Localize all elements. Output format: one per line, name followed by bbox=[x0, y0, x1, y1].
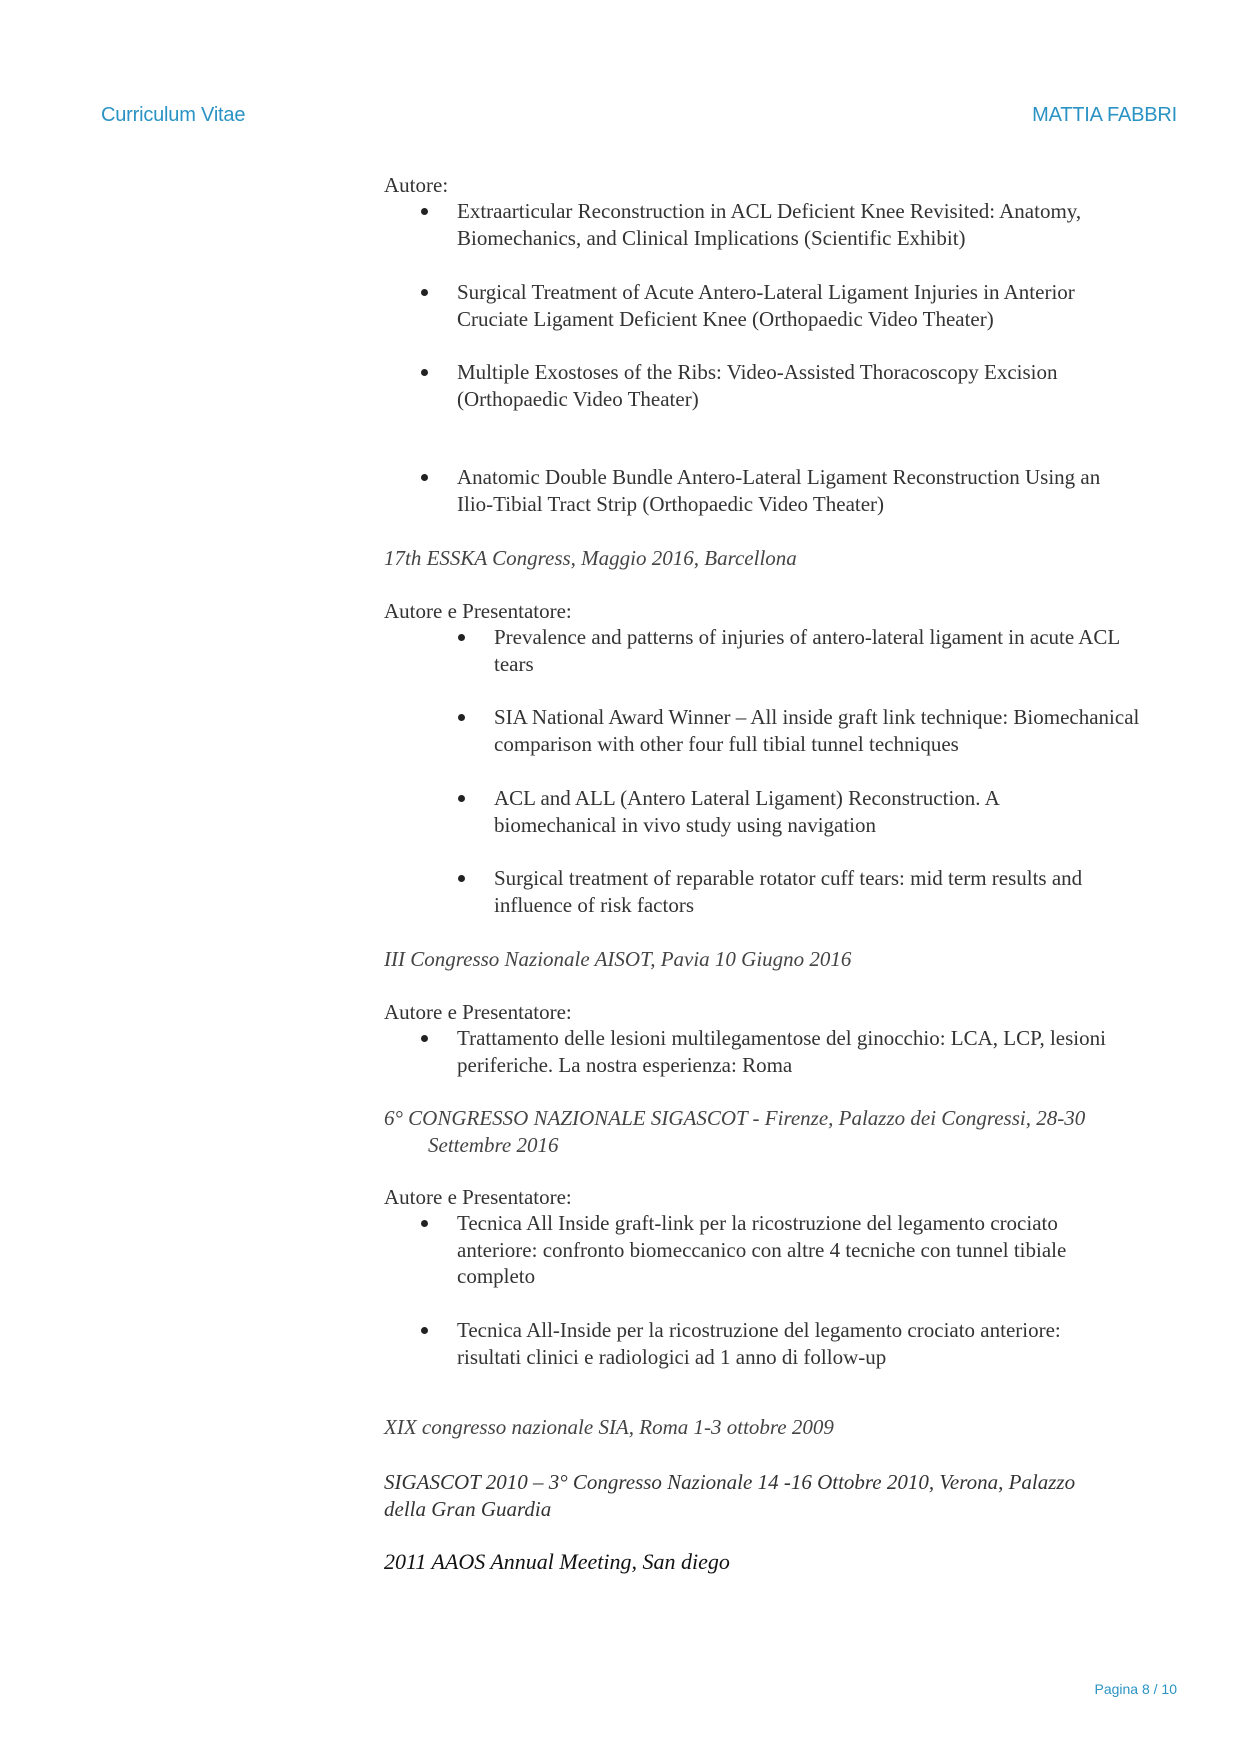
role-label: Autore e Presentatore: bbox=[384, 1185, 572, 1209]
bullet-icon bbox=[421, 1327, 428, 1334]
bullet-icon bbox=[458, 795, 465, 802]
event-label: 2011 AAOS Annual Meeting, San diego bbox=[384, 1549, 730, 1574]
bullet-icon bbox=[421, 208, 428, 215]
header-title: Curriculum Vitae bbox=[101, 104, 246, 126]
bullet-icon bbox=[421, 369, 428, 376]
list-item: Surgical treatment of reparable rotator cuff tears: mid term results and influence of risk factors bbox=[494, 866, 1083, 917]
event-label: 17th ESSKA Congress, Maggio 2016, Barcellona bbox=[384, 546, 797, 570]
event-label: III Congresso Nazionale AISOT, Pavia 10 Giugno 2016 bbox=[384, 947, 852, 971]
list-item: Extraarticular Reconstruction in ACL Deficient Knee Revisited: Anatomy, Biomechanics, and Clinical Implications (Scientific Exhibit) bbox=[457, 199, 1082, 250]
bullet-icon bbox=[421, 289, 428, 296]
bullet-icon bbox=[421, 1220, 428, 1227]
role-label: Autore: bbox=[384, 173, 449, 197]
bullet-icon bbox=[421, 1035, 428, 1042]
list-item: Surgical Treatment of Acute Antero-Lateral Ligament Injuries in Anterior Cruciate Ligament Deficient Knee (Orthopaedic Video Theater) bbox=[457, 280, 1075, 331]
bullet-icon bbox=[458, 634, 465, 641]
list-item: Multiple Exostoses of the Ribs: Video-Assisted Thoracoscopy Excision (Orthopaedic Video Theater) bbox=[457, 360, 1058, 411]
list-item: Prevalence and patterns of injuries of antero-lateral ligament in acute ACL tears bbox=[494, 625, 1120, 676]
bullet-icon bbox=[458, 714, 465, 721]
list-item: Trattamento delle lesioni multilegamentose del ginocchio: LCA, LCP, lesioni periferiche. La nostra esperienza: Roma bbox=[457, 1026, 1106, 1077]
header-name: MATTIA FABBRI bbox=[1032, 104, 1177, 126]
event-label: 6° CONGRESSO NAZIONALE SIGASCOT - Firenze, Palazzo dei Congressi, 28-30 bbox=[384, 1106, 1086, 1130]
list-item: Tecnica All-Inside per la ricostruzione del legamento crociato anteriore: risultati clinici e radiologici ad 1 anno di follow-up bbox=[457, 1318, 1061, 1369]
page-number: Pagina 8 / 10 bbox=[1094, 1681, 1177, 1697]
event-label: XIX congresso nazionale SIA, Roma 1-3 ottobre 2009 bbox=[384, 1415, 834, 1439]
list-item: ACL and ALL (Antero Lateral Ligament) Reconstruction. A biomechanical in vivo study using navigation bbox=[494, 786, 999, 837]
list-item: Tecnica All Inside graft-link per la ricostruzione del legamento crociato anteriore: confronto biomeccanico con altre 4 tecniche con tunnel tibiale completo bbox=[457, 1211, 1067, 1288]
role-label: Autore e Presentatore: bbox=[384, 599, 572, 623]
role-label: Autore e Presentatore: bbox=[384, 1000, 572, 1024]
bullet-icon bbox=[458, 875, 465, 882]
list-item: Anatomic Double Bundle Antero-Lateral Ligament Reconstruction Using an Ilio-Tibial Tract Strip (Orthopaedic Video Theater) bbox=[457, 465, 1101, 516]
bullet-icon bbox=[421, 474, 428, 481]
event-label: SIGASCOT 2010 – 3° Congresso Nazionale 14 -16 Ottobre 2010, Verona, Palazzo della Gran Guardia bbox=[384, 1470, 1076, 1521]
event-label-continued: Settembre 2016 bbox=[428, 1133, 559, 1157]
list-item: SIA National Award Winner – All inside graft link technique: Biomechanical comparison with other four full tibial tunnel techniques bbox=[494, 705, 1140, 756]
